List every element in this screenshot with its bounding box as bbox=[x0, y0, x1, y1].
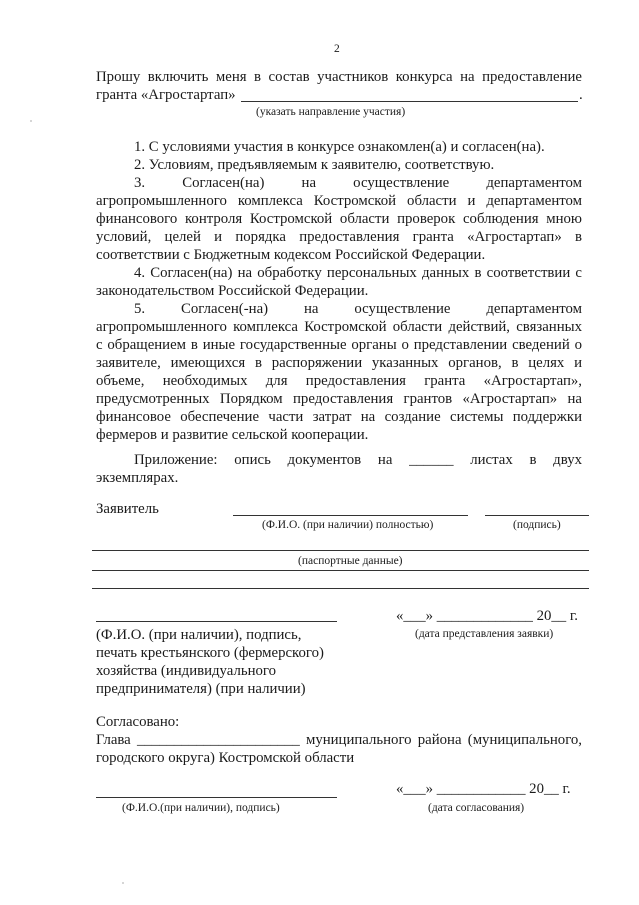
item-3-line-1: 3. Согласен(на) на осуществление департаментом bbox=[134, 175, 582, 191]
participation-direction-hint: (указать направление участия) bbox=[256, 106, 406, 118]
item-3-line-3: финансового контроля Костромской области проверок соблюдения мною bbox=[96, 211, 582, 227]
item-3-line-4: условий, целей и порядка предоставления гранта «Агростартап» в bbox=[96, 229, 582, 245]
approval-date-hint: (дата согласования) bbox=[428, 802, 525, 814]
item-1: 1. С условиями участия в конкурсе ознакомлен(а) и согласен(на). bbox=[134, 139, 545, 155]
request-line-1: Прошу включить меня в состав участников конкурса на предоставление bbox=[96, 69, 582, 85]
approval-fio-field[interactable] bbox=[96, 797, 337, 798]
seal-hint-line-1: (Ф.И.О. (при наличии), подпись, bbox=[96, 627, 302, 643]
scan-speck bbox=[122, 882, 124, 884]
submission-date-hint: (дата представления заявки) bbox=[415, 628, 554, 640]
item-5-line-3: с обращением в иные государственные органы о представлении сведений о bbox=[96, 337, 582, 353]
approval-head-line-2: городского округа) Костромской области bbox=[96, 750, 355, 766]
passport-field-line-1[interactable] bbox=[92, 550, 589, 551]
applicant-label: Заявитель bbox=[96, 501, 159, 517]
seal-hint-line-3: хозяйства (индивидуального bbox=[96, 663, 276, 679]
item-5-line-5: объеме, необходимых для предоставления гранта «Агростартап», bbox=[96, 373, 582, 389]
item-4-line-1: 4. Согласен(на) на обработку персональных данных в соответствии с bbox=[134, 265, 582, 281]
passport-hint: (паспортные данные) bbox=[298, 555, 403, 567]
approval-date-field[interactable]: «___» ____________ 20__ г. bbox=[396, 781, 571, 797]
item-3-line-5: соответствии с Бюджетным кодексом Российской Федерации. bbox=[96, 247, 486, 263]
item-5-line-1: 5. Согласен(-на) на осуществление департаментом bbox=[134, 301, 582, 317]
applicant-signature-field[interactable] bbox=[485, 515, 589, 516]
attachment-line-1: Приложение: опись документов на ______ листах в двух bbox=[134, 452, 582, 468]
item-5-line-4: заявителе, имеющихся в распоряжении указанных органов, в целях и bbox=[96, 355, 582, 371]
passport-field-line-2[interactable] bbox=[92, 570, 589, 571]
submission-date-field[interactable]: «___» _____________ 20__ г. bbox=[396, 608, 578, 624]
approval-fio-hint: (Ф.И.О.(при наличии), подпись) bbox=[122, 802, 280, 814]
seal-hint-line-4: предпринимателя) (при наличии) bbox=[96, 681, 306, 697]
request-grant-label: гранта «Агростартап» bbox=[96, 87, 236, 103]
item-5-line-8: фермеров и развитие сельской кооперации. bbox=[96, 427, 369, 443]
applicant-signature-hint: (подпись) bbox=[513, 519, 561, 531]
item-5-line-7: финансовое обеспечение части затрат на создание системы поддержки bbox=[96, 409, 582, 425]
applicant-fio-field[interactable] bbox=[233, 515, 468, 516]
approval-head-line-1[interactable]: Глава ______________________ муниципального района (муниципального, bbox=[96, 732, 582, 748]
item-2: 2. Условиям, предъявляемым к заявителю, соответствую. bbox=[134, 157, 495, 173]
attachment-line-2: экземплярах. bbox=[96, 470, 179, 486]
approval-label: Согласовано: bbox=[96, 714, 180, 730]
item-4-line-2: законодательством Российской Федерации. bbox=[96, 283, 369, 299]
scan-speck bbox=[30, 120, 32, 122]
participation-direction-field[interactable] bbox=[241, 101, 578, 102]
item-5-line-6: предусмотренных Порядком предоставления грантов «Агростартап» на bbox=[96, 391, 582, 407]
item-3-line-2: агропромышленного комплекса Костромской области и департаментом bbox=[96, 193, 582, 209]
item-5-line-2: агропромышленного комплекса Костромской области действий, связанных bbox=[96, 319, 582, 335]
page-number: 2 bbox=[334, 43, 340, 55]
fio-seal-field[interactable] bbox=[96, 621, 337, 622]
passport-field-line-3[interactable] bbox=[92, 588, 589, 589]
applicant-fio-hint: (Ф.И.О. (при наличии) полностью) bbox=[262, 519, 434, 531]
request-period: . bbox=[579, 87, 583, 103]
seal-hint-line-2: печать крестьянского (фермерского) bbox=[96, 645, 324, 661]
